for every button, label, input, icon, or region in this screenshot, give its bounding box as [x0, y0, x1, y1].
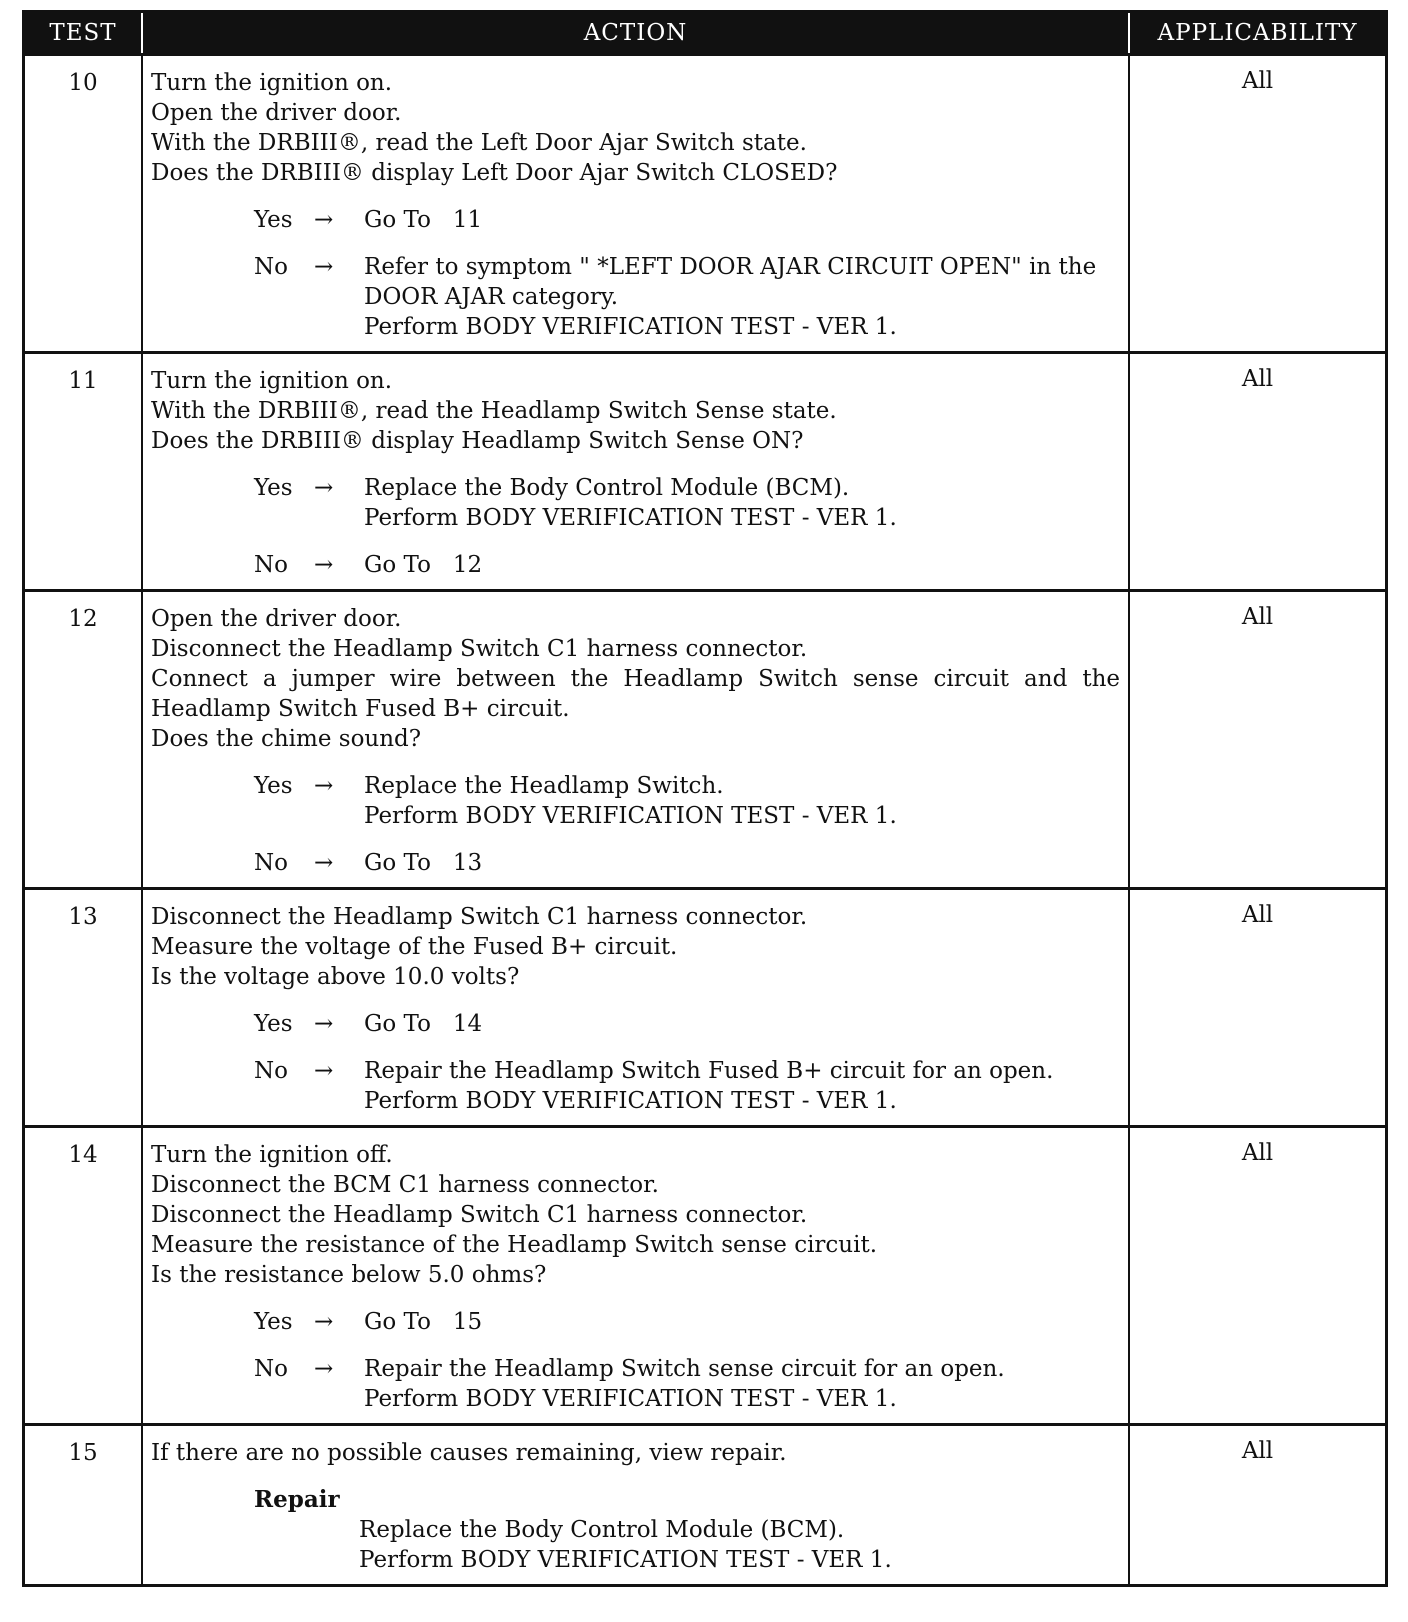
yes-label: Yes: [254, 207, 293, 233]
action-step: Is the resistance below 5.0 ohms?: [151, 1262, 547, 1288]
action-step: With the DRBIII®, read the Left Door Ajar Switch state.: [151, 130, 807, 156]
action-step: Does the DRBIII® display Left Door Ajar Switch CLOSED?: [151, 160, 838, 186]
result-line: Go To 12: [364, 552, 483, 578]
repair-block: [151, 1485, 1120, 1575]
action-step: Turn the ignition on.: [151, 70, 393, 96]
repair-line: Replace the Body Control Module (BCM).: [359, 1517, 845, 1543]
yes-label: Yes: [254, 1011, 293, 1037]
action-steps: [151, 68, 1120, 188]
table-row: [25, 1425, 1385, 1585]
right-arrow-icon: →: [314, 552, 334, 578]
no-result: [364, 848, 1120, 878]
action-step: Is the voltage above 10.0 volts?: [151, 964, 520, 990]
action-step: Open the driver door.: [151, 100, 402, 126]
table-row: [25, 591, 1385, 889]
action-steps: [151, 604, 1120, 754]
action-step: Turn the ignition off.: [151, 1142, 393, 1168]
result-line: Go To 14: [364, 1011, 483, 1037]
no-result: [364, 252, 1120, 342]
action-cell: [142, 353, 1129, 591]
result-line: Perform BODY VERIFICATION TEST - VER 1.: [364, 1088, 897, 1114]
answer-options: [151, 771, 1120, 878]
yes-label: Yes: [254, 773, 293, 799]
right-arrow-icon: →: [314, 850, 334, 876]
result-line: Repair the Headlamp Switch sense circuit for an open.: [364, 1356, 1005, 1382]
action-steps: [151, 366, 1120, 456]
answer-options: [151, 1009, 1120, 1116]
action-step: Does the chime sound?: [151, 726, 422, 752]
header-row: [25, 13, 1385, 55]
answer-options: [151, 205, 1120, 342]
yes-label: Yes: [254, 1309, 293, 1335]
test-number: 13: [25, 889, 142, 1127]
yes-answer: [151, 771, 1120, 831]
action-step: Turn the ignition on.: [151, 368, 393, 394]
repair-label: Repair: [254, 1486, 340, 1513]
yes-label: Yes: [254, 475, 293, 501]
action-step: Disconnect the Headlamp Switch C1 harness connector.: [151, 1202, 808, 1228]
applicability-value: All: [1129, 1127, 1385, 1425]
test-rows: [25, 55, 1385, 1585]
result-line: Perform BODY VERIFICATION TEST - VER 1.: [364, 505, 897, 531]
right-arrow-icon: →: [314, 254, 334, 280]
no-result: [364, 1056, 1120, 1116]
right-arrow-icon: →: [314, 1309, 334, 1335]
yes-result: [364, 1009, 1120, 1039]
yes-result: [364, 205, 1120, 235]
no-label: No: [254, 850, 288, 876]
no-answer: [151, 1354, 1120, 1414]
answer-options: [151, 1307, 1120, 1414]
no-label: No: [254, 254, 288, 280]
action-step: Does the DRBIII® display Headlamp Switch Sense ON?: [151, 428, 804, 454]
no-label: No: [254, 1058, 288, 1084]
diagnostic-test-table: [22, 10, 1388, 1587]
table-row: [25, 55, 1385, 353]
applicability-value: All: [1129, 591, 1385, 889]
yes-result: [364, 771, 1120, 831]
no-label: No: [254, 552, 288, 578]
no-result: [364, 1354, 1120, 1414]
test-table: [25, 13, 1385, 1584]
result-line: Repair the Headlamp Switch Fused B+ circuit for an open.: [364, 1058, 1054, 1084]
action-step: Open the driver door.: [151, 606, 402, 632]
right-arrow-icon: →: [314, 1011, 334, 1037]
applicability-value: All: [1129, 889, 1385, 1127]
right-arrow-icon: →: [314, 1058, 334, 1084]
result-line: Go To 11: [364, 207, 483, 233]
action-cell: [142, 1127, 1129, 1425]
yes-answer: [151, 1009, 1120, 1039]
test-number: 15: [25, 1425, 142, 1585]
result-line: Replace the Headlamp Switch.: [364, 773, 724, 799]
applicability-value: All: [1129, 353, 1385, 591]
table-row: [25, 353, 1385, 591]
result-line: Go To 13: [364, 850, 483, 876]
result-line: Perform BODY VERIFICATION TEST - VER 1.: [364, 1386, 897, 1412]
right-arrow-icon: →: [314, 1356, 334, 1382]
repair-lines: [359, 1515, 1120, 1575]
action-cell: [142, 889, 1129, 1127]
result-line: Perform BODY VERIFICATION TEST - VER 1.: [364, 803, 897, 829]
yes-answer: [151, 1307, 1120, 1337]
result-line: Replace the Body Control Module (BCM).: [364, 475, 850, 501]
action-step: Disconnect the Headlamp Switch C1 harness connector.: [151, 904, 808, 930]
action-cell: [142, 55, 1129, 353]
result-line: Refer to symptom " *LEFT DOOR AJAR CIRCUIT OPEN" in the DOOR AJAR category.: [364, 254, 1104, 310]
yes-answer: [151, 205, 1120, 235]
action-step: Connect a jumper wire between the Headlamp Switch sense circuit and the Headlamp Switch Fused B+ circuit.: [151, 666, 1120, 722]
table-row: [25, 1127, 1385, 1425]
no-answer: [151, 252, 1120, 342]
action-step: Disconnect the Headlamp Switch C1 harness connector.: [151, 636, 808, 662]
action-cell: [142, 591, 1129, 889]
test-number: 11: [25, 353, 142, 591]
test-number: 10: [25, 55, 142, 353]
result-line: Go To 15: [364, 1309, 483, 1335]
action-steps: [151, 1140, 1120, 1290]
result-line: Perform BODY VERIFICATION TEST - VER 1.: [364, 314, 897, 340]
test-number: 12: [25, 591, 142, 889]
no-answer: [151, 550, 1120, 580]
yes-result: [364, 1307, 1120, 1337]
action-step: Measure the resistance of the Headlamp Switch sense circuit.: [151, 1232, 878, 1258]
action-step: If there are no possible causes remaining, view repair.: [151, 1440, 787, 1466]
action-steps: [151, 1438, 1120, 1468]
yes-answer: [151, 473, 1120, 533]
answer-options: [151, 473, 1120, 580]
yes-result: [364, 473, 1120, 533]
repair-line: Perform BODY VERIFICATION TEST - VER 1.: [359, 1547, 892, 1573]
no-label: No: [254, 1356, 288, 1382]
no-answer: [151, 1056, 1120, 1116]
table-row: [25, 889, 1385, 1127]
action-steps: [151, 902, 1120, 992]
right-arrow-icon: →: [314, 773, 334, 799]
applicability-value: All: [1129, 1425, 1385, 1585]
action-step: Measure the voltage of the Fused B+ circuit.: [151, 934, 678, 960]
right-arrow-icon: →: [314, 207, 334, 233]
test-number: 14: [25, 1127, 142, 1425]
action-cell: [142, 1425, 1129, 1585]
header-applicability: APPLICABILITY: [1129, 13, 1385, 55]
right-arrow-icon: →: [314, 475, 334, 501]
header-test: TEST: [25, 13, 142, 55]
applicability-value: All: [1129, 55, 1385, 353]
action-step: Disconnect the BCM C1 harness connector.: [151, 1172, 659, 1198]
no-answer: [151, 848, 1120, 878]
action-step: With the DRBIII®, read the Headlamp Switch Sense state.: [151, 398, 837, 424]
no-result: [364, 550, 1120, 580]
header-action: ACTION: [142, 13, 1129, 55]
